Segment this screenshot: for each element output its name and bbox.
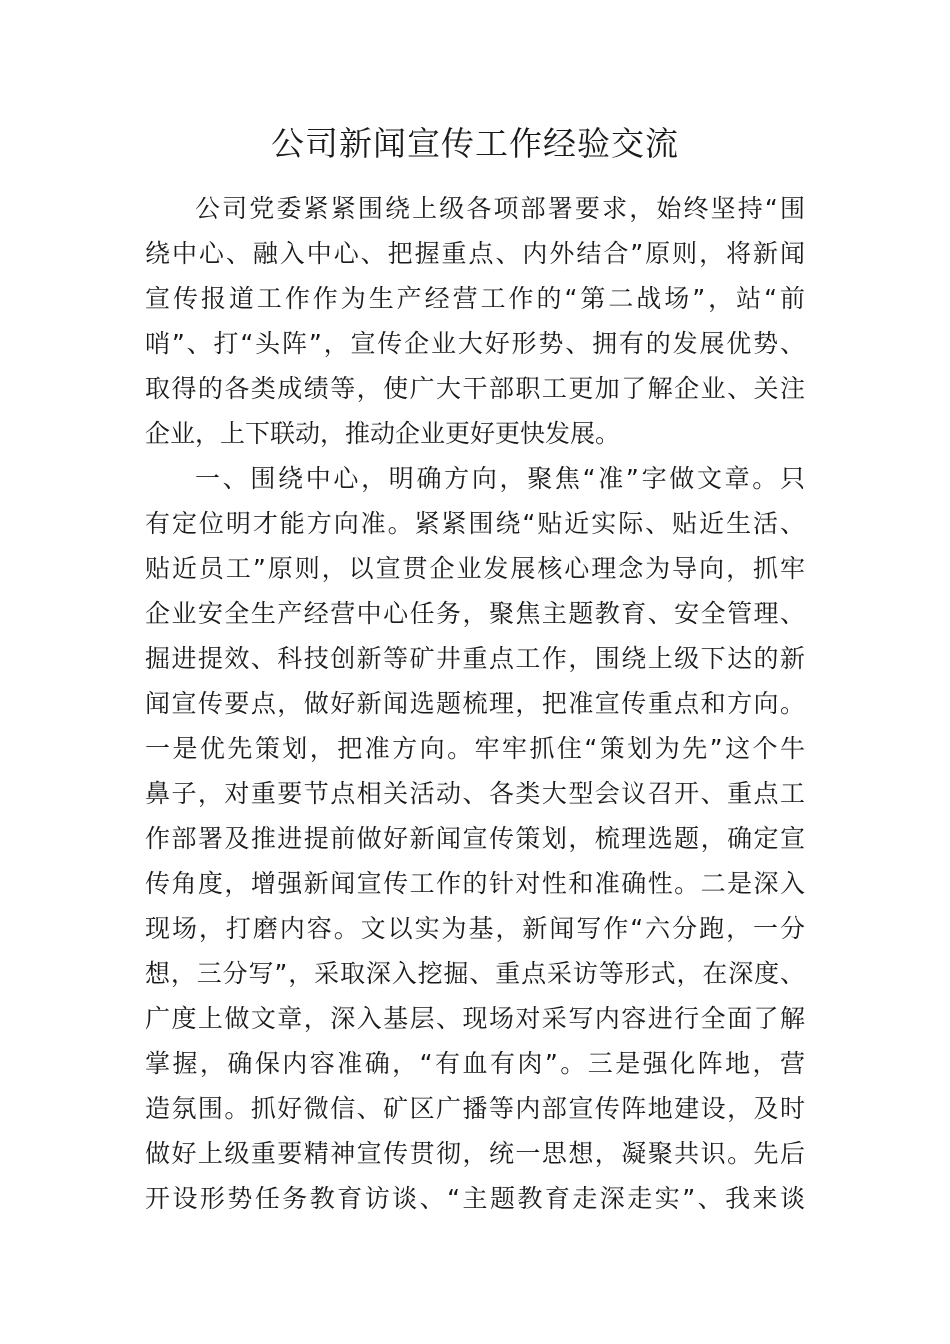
paragraph-line: 宣传报道工作作为生产经营工作的“第二战场”，站“前 xyxy=(145,284,805,313)
paragraph-line: 公司党委紧紧围绕上级各项部署要求，始终坚持“围 xyxy=(195,194,805,223)
paragraph-line: 造氛围。抓好微信、矿区广播等内部宣传阵地建设，及时 xyxy=(145,1094,805,1123)
paragraph-line: 掌握，确保内容准确，“有血有肉”。三是强化阵地，营 xyxy=(145,1049,805,1078)
paragraph-line: 闻宣传要点，做好新闻选题梳理，把准宣传重点和方向。 xyxy=(145,689,805,718)
paragraph-line: 鼻子，对重要节点相关活动、各类大型会议召开、重点工 xyxy=(145,779,805,808)
paragraph-line: 做好上级重要精神宣传贯彻，统一思想，凝聚共识。先后 xyxy=(145,1139,805,1168)
paragraph-line: 掘进提效、科技创新等矿井重点工作，围绕上级下达的新 xyxy=(145,644,805,673)
paragraph-line: 一、围绕中心，明确方向，聚焦“准”字做文章。只 xyxy=(195,464,805,493)
paragraph-line: 广度上做文章，深入基层、现场对采写内容进行全面了解 xyxy=(145,1004,805,1033)
paragraph-line: 开设形势任务教育访谈、“主题教育走深走实”、我来谈 xyxy=(145,1184,805,1213)
paragraph-line: 贴近员工”原则，以宣贯企业发展核心理念为导向，抓牢 xyxy=(145,554,805,583)
paragraph-line: 企业，上下联动，推动企业更好更快发展。 xyxy=(145,419,621,448)
paragraph-line: 一是优先策划，把准方向。牢牢抓住“策划为先”这个牛 xyxy=(145,734,805,763)
paragraph-line: 作部署及推进提前做好新闻宣传策划，梳理选题，确定宣 xyxy=(145,824,805,853)
paragraph-line: 想，三分写”，采取深入挖掘、重点采访等形式，在深度、 xyxy=(145,959,805,988)
paragraph-line: 传角度，增强新闻宣传工作的针对性和准确性。二是深入 xyxy=(145,869,805,898)
paragraph-line: 绕中心、融入中心、把握重点、内外结合”原则，将新闻 xyxy=(145,239,805,268)
document-title: 公司新闻宣传工作经验交流 xyxy=(271,124,679,163)
paragraph-line: 取得的各类成绩等，使广大干部职工更加了解企业、关注 xyxy=(145,374,805,403)
paragraph-line: 企业安全生产经营中心任务，聚焦主题教育、安全管理、 xyxy=(145,599,805,628)
paragraph-line: 有定位明才能方向准。紧紧围绕“贴近实际、贴近生活、 xyxy=(145,509,805,538)
paragraph-line: 现场，打磨内容。文以实为基，新闻写作“六分跑，一分 xyxy=(145,914,805,943)
paragraph-line: 哨”、打“头阵”，宣传企业大好形势、拥有的发展优势、 xyxy=(145,329,805,358)
